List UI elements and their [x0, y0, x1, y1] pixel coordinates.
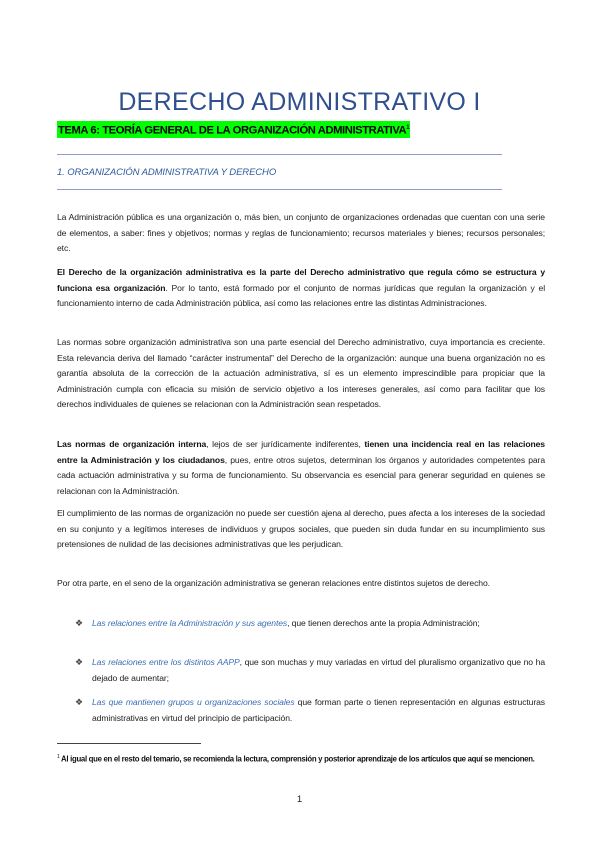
- paragraph-1: La Administración pública es una organización o, más bien, un conjunto de organizaciones ordenadas que cuentan con una serie de elementos, a saber: fines y objetivos; normas y reglas de funcionamiento; recursos materiales y bienes; recursos personales; etc.: [57, 212, 545, 254]
- document-title: DERECHO ADMINISTRATIVO I: [118, 88, 481, 116]
- paragraph-4-mid: , lejos de ser jurídicamente indiferentes,: [206, 439, 365, 449]
- footnote-reference[interactable]: 1: [406, 125, 410, 131]
- topic-heading: [57, 121, 410, 138]
- page-number: 1: [296, 794, 303, 805]
- paragraph-4: [57, 437, 545, 499]
- section-rule-top: [57, 154, 502, 155]
- section-rule-bottom: [57, 189, 502, 190]
- bullet-emphasis: Las que mantienen grupos u organizaciones sociales: [92, 697, 295, 707]
- paragraph-4-bold-1: Las normas de organización interna: [57, 439, 207, 449]
- bullet-text: [92, 655, 545, 686]
- bullet-rest: que forman parte o tienen representación en algunas estructuras administrativas en virtud del principio de participación.: [92, 697, 545, 723]
- bullet-diamond-icon: ❖: [75, 697, 83, 707]
- paragraph-2-text: . Por lo tanto, está formado por el conjunto de normas jurídicas que regulan la organización y el funcionamiento interno de cada Administración pública, así como las relaciones entre las distintas Administraciones.: [57, 282, 545, 309]
- paragraph-3: Las normas sobre organización administrativa son una parte esencial del Derecho administrativo, cuya importancia es creciente. Esta relevancia deriva del llamado “carácter instrumental” del Derecho de la organización: aunque una buena organización no es garantía absoluta de la corrección de la actuación administrativa, sí es un elemento imprescindible para propiciar que la Administración cumpla con eficacia su misión de servicio objetivo a los intereses generales, así como para facilitar que los derechos individuales de quienes se relacionan con la Administración sean respetados.: [57, 337, 545, 410]
- bullet-emphasis: Las relaciones entre los distintos AAPP: [92, 657, 240, 667]
- section-heading: 1. ORGANIZACIÓN ADMINISTRATIVA Y DERECHO: [57, 167, 277, 178]
- bullet-text: [92, 616, 545, 632]
- bullet-rest: , que tienen derechos ante la propia Administración;: [287, 618, 480, 628]
- bullet-emphasis: Las relaciones entre la Administración y sus agentes: [92, 618, 288, 628]
- paragraph-2: [57, 265, 545, 312]
- footnote-text: Al igual que en el resto del temario, se recomienda la lectura, comprensión y posterior aprendizaje de los artículos que aquí se mencionen.: [59, 754, 535, 764]
- paragraph-5: El cumplimiento de las normas de organización no puede ser cuestión ajena al derecho, pues afecta a los intereses de la sociedad en su conjunto y a legítimos intereses de individuos y grupos sociales, que pueden sin duda fundar en su incumplimiento sus pretensiones de nulidad de las decisiones administrativas que les perjudican.: [57, 508, 545, 550]
- bullet-diamond-icon: ❖: [75, 657, 83, 667]
- bullet-diamond-icon: ❖: [75, 618, 83, 628]
- bullet-rest: , que son muchas y muy variadas en virtud del pluralismo organizativo que no ha dejado de aumentar;: [92, 657, 545, 683]
- footnote-mark: 1: [57, 754, 60, 760]
- paragraph-4-text: , pues, entre otros sujetos, determinan los órganos y autoridades competentes para cada actuación administrativa y su forma de funcionamiento. Su observancia es esencial para generar seguridad en quienes se relacionan con la Administración.: [57, 454, 545, 496]
- paragraph-2-bold: El Derecho de la organización administrativa es la parte del Derecho administrativo que regula cómo se estructura y funciona esa organización: [57, 267, 545, 293]
- paragraph-4-bold-2: tienen una incidencia real en las relaciones entre la Administración y los ciudadanos: [57, 439, 545, 465]
- footnote-separator: [57, 743, 201, 744]
- paragraph-6: Por otra parte, en el seno de la organización administrativa se generan relaciones entre distintos sujetos de derecho.: [57, 578, 490, 588]
- topic-heading-text: TEMA 6: TEORÍA GENERAL DE LA ORGANIZACIÓN ADMINISTRATIVA: [58, 124, 407, 137]
- footnote: [57, 751, 545, 766]
- bullet-text: [92, 695, 545, 726]
